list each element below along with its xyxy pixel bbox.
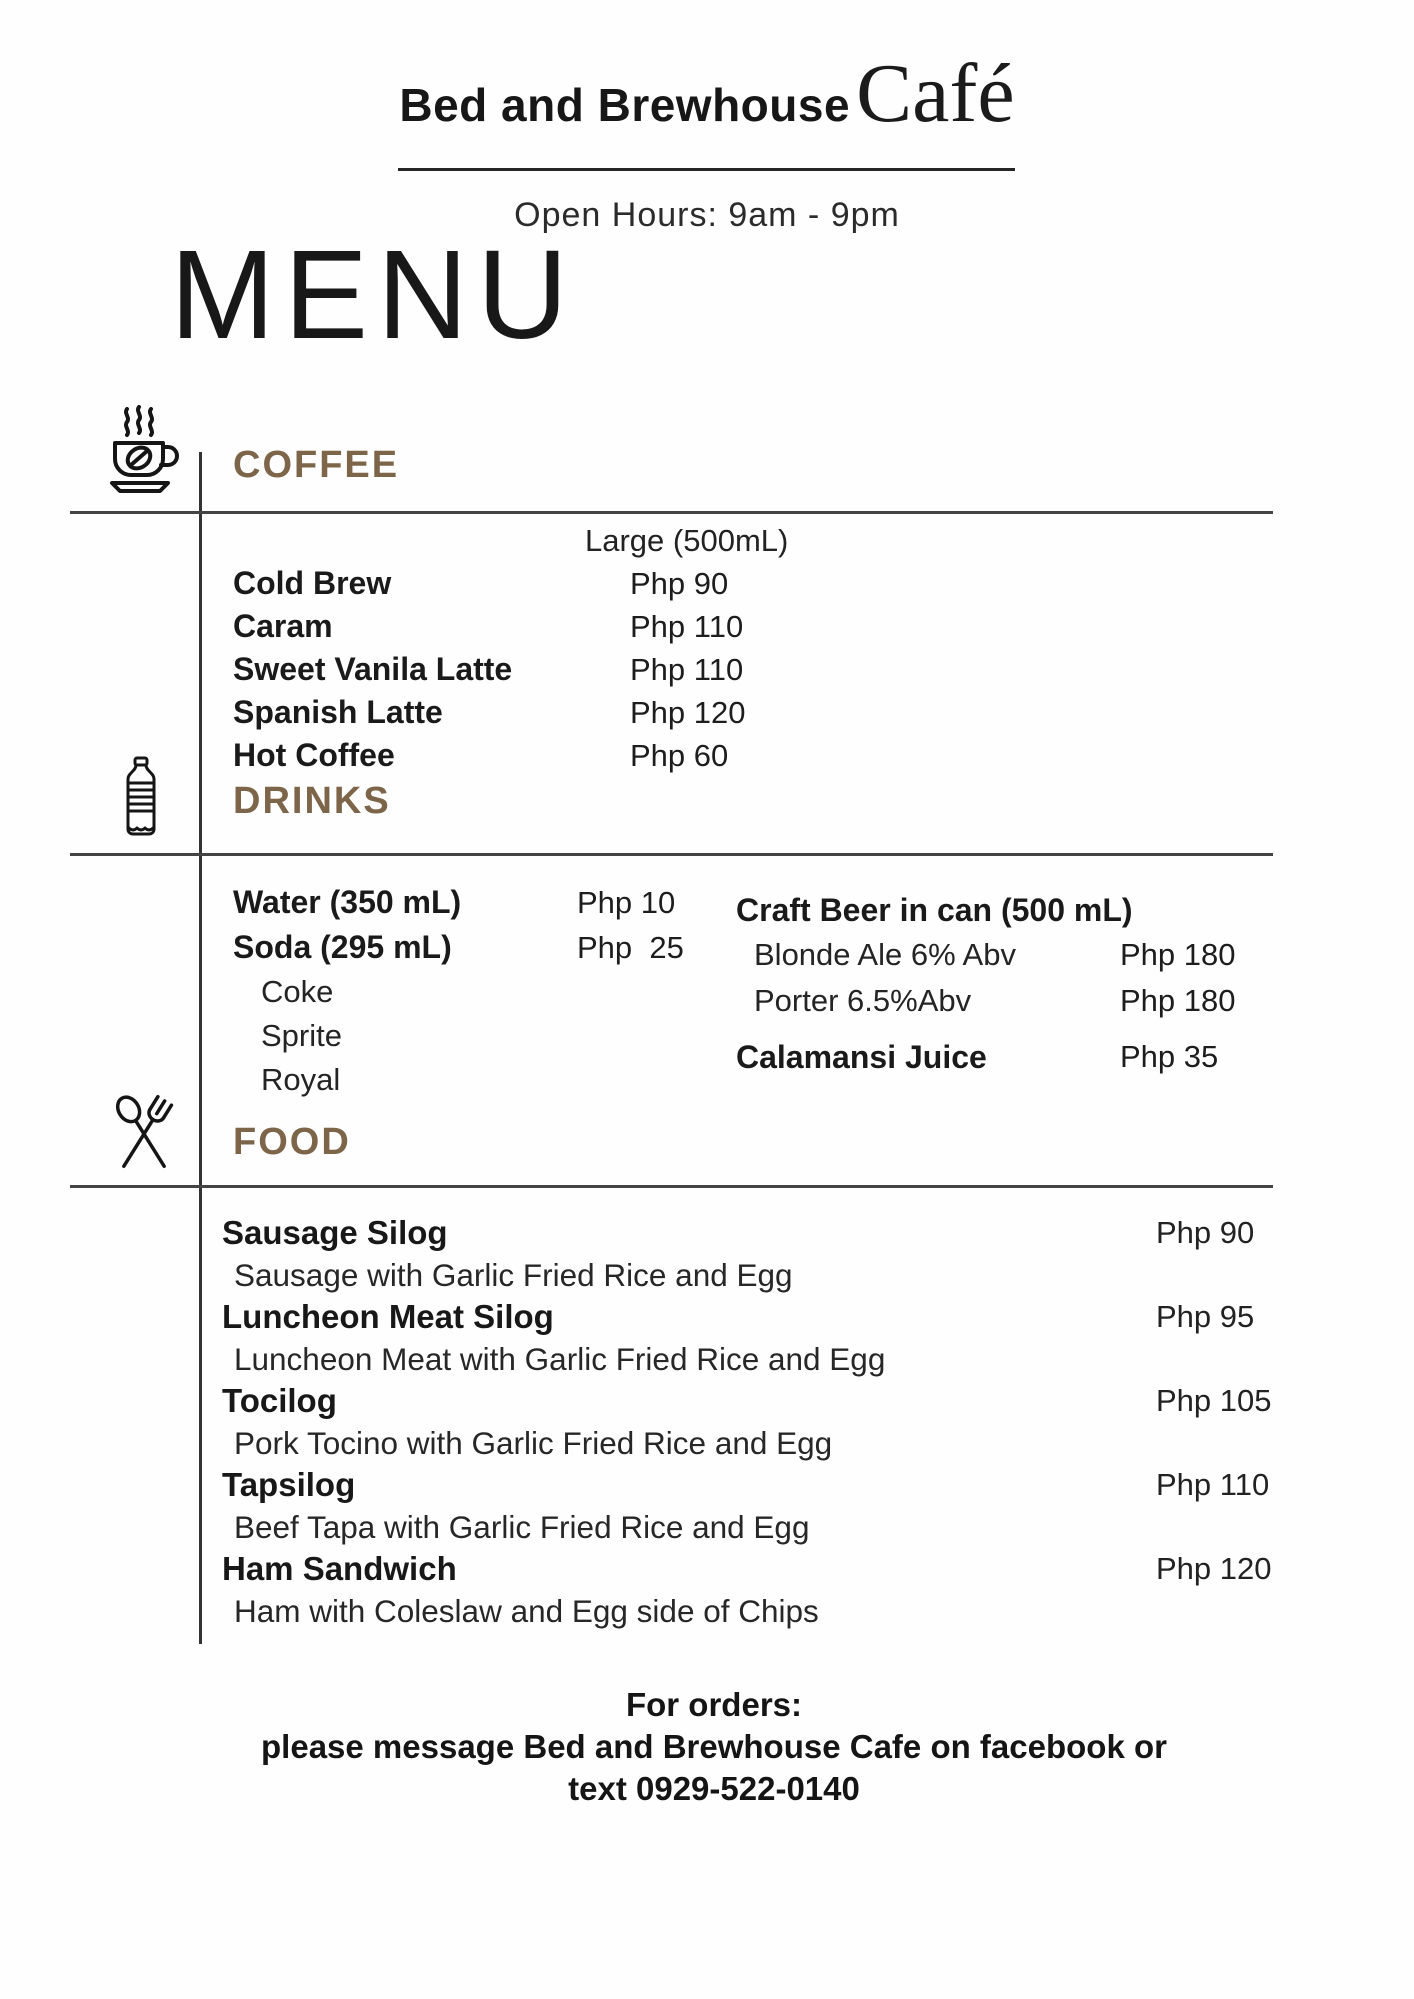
list-item: [222, 1212, 1362, 1296]
item-price: Php 120: [630, 695, 746, 730]
list-item: [233, 925, 793, 970]
item-name: Sweet Vanila Latte: [233, 651, 513, 687]
list-item: [736, 1034, 1276, 1080]
soda-variant: Sprite: [261, 1018, 342, 1053]
coffee-list: [233, 520, 853, 777]
brand-title: [0, 47, 1414, 140]
order-info-line3: text 0929-522-0140: [568, 1770, 860, 1807]
item-price: Php 90: [630, 566, 729, 601]
vertical-divider: [199, 452, 202, 1644]
order-info: [0, 1684, 1414, 1810]
item-description: Beef Tapa with Garlic Fried Rice and Egg: [234, 1509, 810, 1545]
order-info-line2: please message Bed and Brewhouse Cafe on facebook or: [261, 1728, 1167, 1765]
coffee-section-heading: COFFEE: [233, 444, 400, 486]
list-item: [233, 605, 853, 648]
item-name: Blonde Ale 6% Abv: [754, 937, 1016, 972]
item-price: Php 180: [1120, 983, 1236, 1018]
item-price: Php 35: [1120, 1039, 1219, 1074]
coffee-size-header: Large (500mL): [585, 523, 789, 558]
item-name: Soda (295 mL): [233, 929, 452, 965]
item-price: Php 60: [630, 738, 729, 773]
coffee-cup-icon: [100, 403, 190, 508]
food-divider: [70, 1185, 1273, 1188]
item-price: Php 110: [630, 652, 744, 687]
list-item: [222, 1380, 1362, 1464]
list-item: [736, 932, 1276, 978]
item-name: Hot Coffee: [233, 737, 395, 773]
craft-beer-heading: Craft Beer in can (500 mL): [736, 892, 1133, 928]
list-item: [222, 1548, 1362, 1632]
item-name: Tocilog: [222, 1382, 337, 1419]
brand-name-script: Café: [856, 47, 1015, 140]
list-item: [222, 1464, 1362, 1548]
item-name: Porter 6.5%Abv: [754, 983, 972, 1018]
page-title: MENU: [170, 224, 577, 365]
item-price: Php 180: [1120, 937, 1236, 972]
soda-variant: Royal: [261, 1062, 341, 1097]
item-price: Php 120: [1156, 1551, 1272, 1586]
item-price: Php 105: [1156, 1383, 1272, 1418]
list-item: [233, 562, 853, 605]
item-name: Caram: [233, 608, 333, 644]
brand-name-bold: Bed and Brewhouse: [399, 79, 851, 131]
item-description: Pork Tocino with Garlic Fried Rice and Egg: [234, 1425, 833, 1461]
list-item: [233, 734, 853, 777]
item-name: Tapsilog: [222, 1466, 356, 1503]
drinks-divider: [70, 853, 1273, 856]
fork-spoon-icon: [106, 1088, 182, 1185]
order-info-line1: For orders:: [625, 1686, 803, 1723]
item-price: Php 90: [1156, 1215, 1255, 1250]
drinks-section-heading: DRINKS: [233, 780, 391, 822]
item-name: Spanish Latte: [233, 694, 443, 730]
item-price: Php 25: [577, 930, 684, 965]
item-description: Ham with Coleslaw and Egg side of Chips: [234, 1593, 819, 1629]
item-description: Sausage with Garlic Fried Rice and Egg: [234, 1257, 793, 1293]
item-price: Php 10: [577, 885, 676, 920]
list-item: [736, 978, 1276, 1024]
water-bottle-icon: [121, 756, 161, 843]
item-name: Water (350 mL): [233, 884, 462, 920]
item-name: Ham Sandwich: [222, 1550, 457, 1587]
item-price: Php 110: [630, 609, 744, 644]
list-item: [233, 691, 853, 734]
coffee-divider: [70, 511, 1273, 514]
item-price: Php 95: [1156, 1299, 1255, 1334]
item-name: Luncheon Meat Silog: [222, 1298, 554, 1335]
list-item: [222, 1296, 1362, 1380]
list-item: [233, 648, 853, 691]
open-hours: Open Hours: 9am - 9pm: [514, 196, 900, 234]
item-price: Php 110: [1156, 1467, 1270, 1502]
item-name: Calamansi Juice: [736, 1039, 987, 1075]
soda-variant: Coke: [261, 974, 334, 1009]
food-list: [222, 1212, 1362, 1632]
drinks-right-list: [736, 888, 1276, 1080]
drinks-left-list: [233, 880, 793, 1102]
item-name: Sausage Silog: [222, 1214, 448, 1251]
food-section-heading: FOOD: [233, 1121, 351, 1163]
item-name: Cold Brew: [233, 565, 392, 601]
list-item: [233, 880, 793, 925]
brand-underline: [398, 168, 1015, 171]
item-description: Luncheon Meat with Garlic Fried Rice and Egg: [234, 1341, 886, 1377]
